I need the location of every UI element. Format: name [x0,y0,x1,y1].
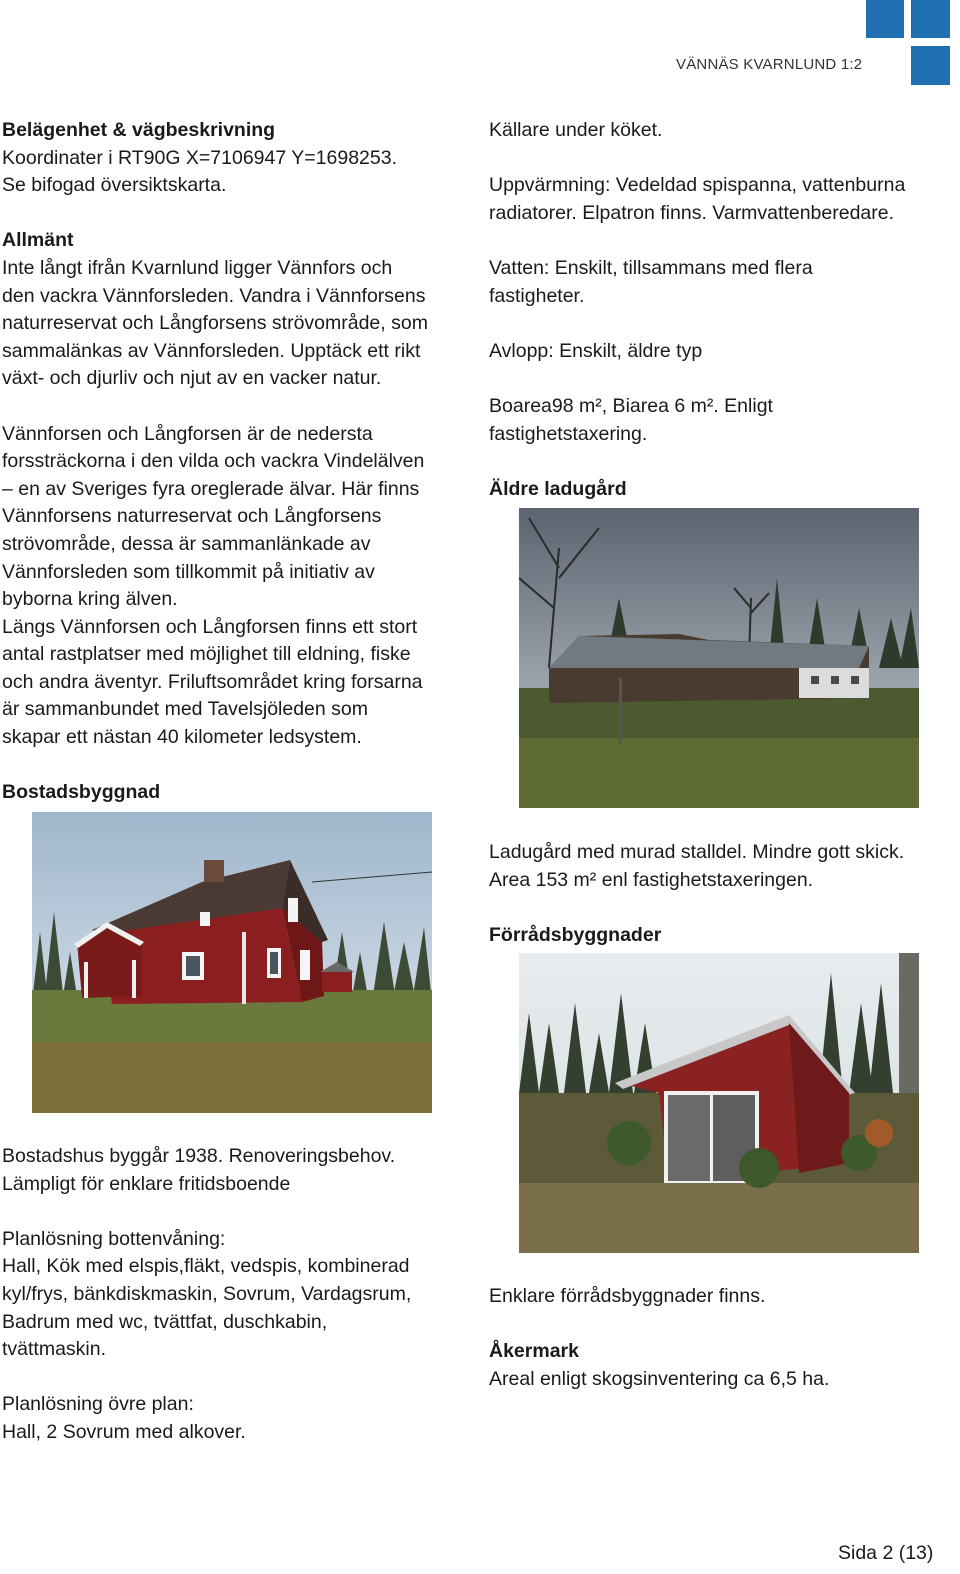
rivers-line: antal rastplatser med möjlighet till eldning, fiske [2,643,411,666]
dwelling-line: Bostadshus byggår 1938. Renoveringsbehov. [2,1145,396,1167]
rivers-line: Vännforsen och Långforsen är de nedersta [2,422,373,445]
location-line: Koordinater i RT90G X=7106947 Y=1698253. [2,146,397,169]
upper-floor-line: Hall, 2 Sovrum med alkover. [2,1420,246,1443]
ground-floor-line: Badrum med wc, tvättfat, duschkabin, [2,1310,328,1333]
area-line: Boarea98 m², Biarea 6 m². Enligt [489,394,773,417]
rivers-line: strövområde, dessa är sammanlänkade av [2,532,371,555]
dwelling-text [2,1143,472,1447]
rivers-line: – en av Sveriges fyra oreglerade älvar. Här finns [2,477,420,500]
right-column [489,117,949,503]
cellar-text: Källare under köket. [489,119,663,141]
area-line: fastighetstaxering. [489,422,648,445]
field-heading: Åkermark [489,1340,579,1363]
rivers-line: skapar ett nästan 40 kilometer ledsystem. [2,726,362,749]
barn-line: Ladugård med murad stalldel. Mindre gott skick. [489,841,905,863]
ground-floor-line: Planlösning bottenvåning: [2,1227,226,1250]
general-line: naturreservat och Långforsens strövområde, som [2,312,428,335]
general-line: den vackra Vännforsleden. Vandra i Vännforsens [2,284,426,307]
rivers-line: byborna kring älven. [2,588,178,611]
general-line: växt- och djurliv och njut av en vacker natur. [2,367,382,390]
rivers-line: Vännforsens naturreservat och Långforsens [2,505,382,528]
barn-text [489,839,949,949]
ground-floor-line: Hall, Kök med elspis,fläkt, vedspis, kombinerad [2,1255,410,1278]
water-line: fastigheter. [489,284,585,307]
shed-photo [519,953,919,1253]
page-number: Sida 2 (13) [838,1542,934,1564]
storage-heading: Förrådsbyggnader [489,923,662,946]
barn-line: Area 153 m² enl fastighetstaxeringen. [489,868,814,891]
rivers-line: Längs Vännforsen och Långforsen finns ett stort [2,615,418,638]
upper-floor-line: Planlösning övre plan: [2,1393,194,1416]
rivers-line: Vännforsleden som tillkommit på initiativ av [2,560,375,583]
rivers-line: forssträckorna i den vilda och vackra Vindelälven [2,450,425,473]
house-photo [32,812,432,1113]
storage-text-block [489,1283,949,1393]
ground-floor-line: tvättmaskin. [2,1338,107,1361]
general-line: sammalänkas av Vännforsleden. Upptäck ett rikt [2,339,421,362]
logo-square-1 [866,0,904,38]
header-title: VÄNNÄS KVARNLUND 1:2 [676,56,863,73]
sewage-text: Avlopp: Enskilt, äldre typ [489,339,703,362]
field-text: Areal enligt skogsinventering ca 6,5 ha. [489,1367,830,1390]
logo-square-2 [911,0,950,38]
general-line: Inte långt ifrån Kvarnlund ligger Vännfors och [2,256,393,279]
barn-heading: Äldre ladugård [489,477,627,500]
dwelling-line: Lämpligt för enklare fritidsboende [2,1172,291,1195]
location-line: Se bifogad översiktskarta. [2,174,227,197]
heating-line: Uppvärmning: Vedeldad spispanna, vattenburna [489,174,906,197]
rivers-line: och andra äventyr. Friluftsområdet kring forsarna [2,670,423,693]
left-column [2,117,472,807]
water-line: Vatten: Enskilt, tillsammans med flera [489,256,813,279]
storage-text: Enklare förrådsbyggnader finns. [489,1285,766,1307]
barn-photo [519,508,919,808]
dwelling-heading: Bostadsbyggnad [2,781,161,804]
location-heading: Belägenhet & vägbeskrivning [2,119,276,141]
general-heading: Allmänt [2,229,74,252]
ground-floor-line: kyl/frys, bänkdiskmaskin, Sovrum, Vardagsrum, [2,1282,412,1305]
heating-line: radiatorer. Elpatron finns. Varmvattenberedare. [489,201,895,224]
rivers-line: är sammanbundet med Tavelsjöleden som [2,698,369,721]
logo-square-3 [911,46,950,85]
